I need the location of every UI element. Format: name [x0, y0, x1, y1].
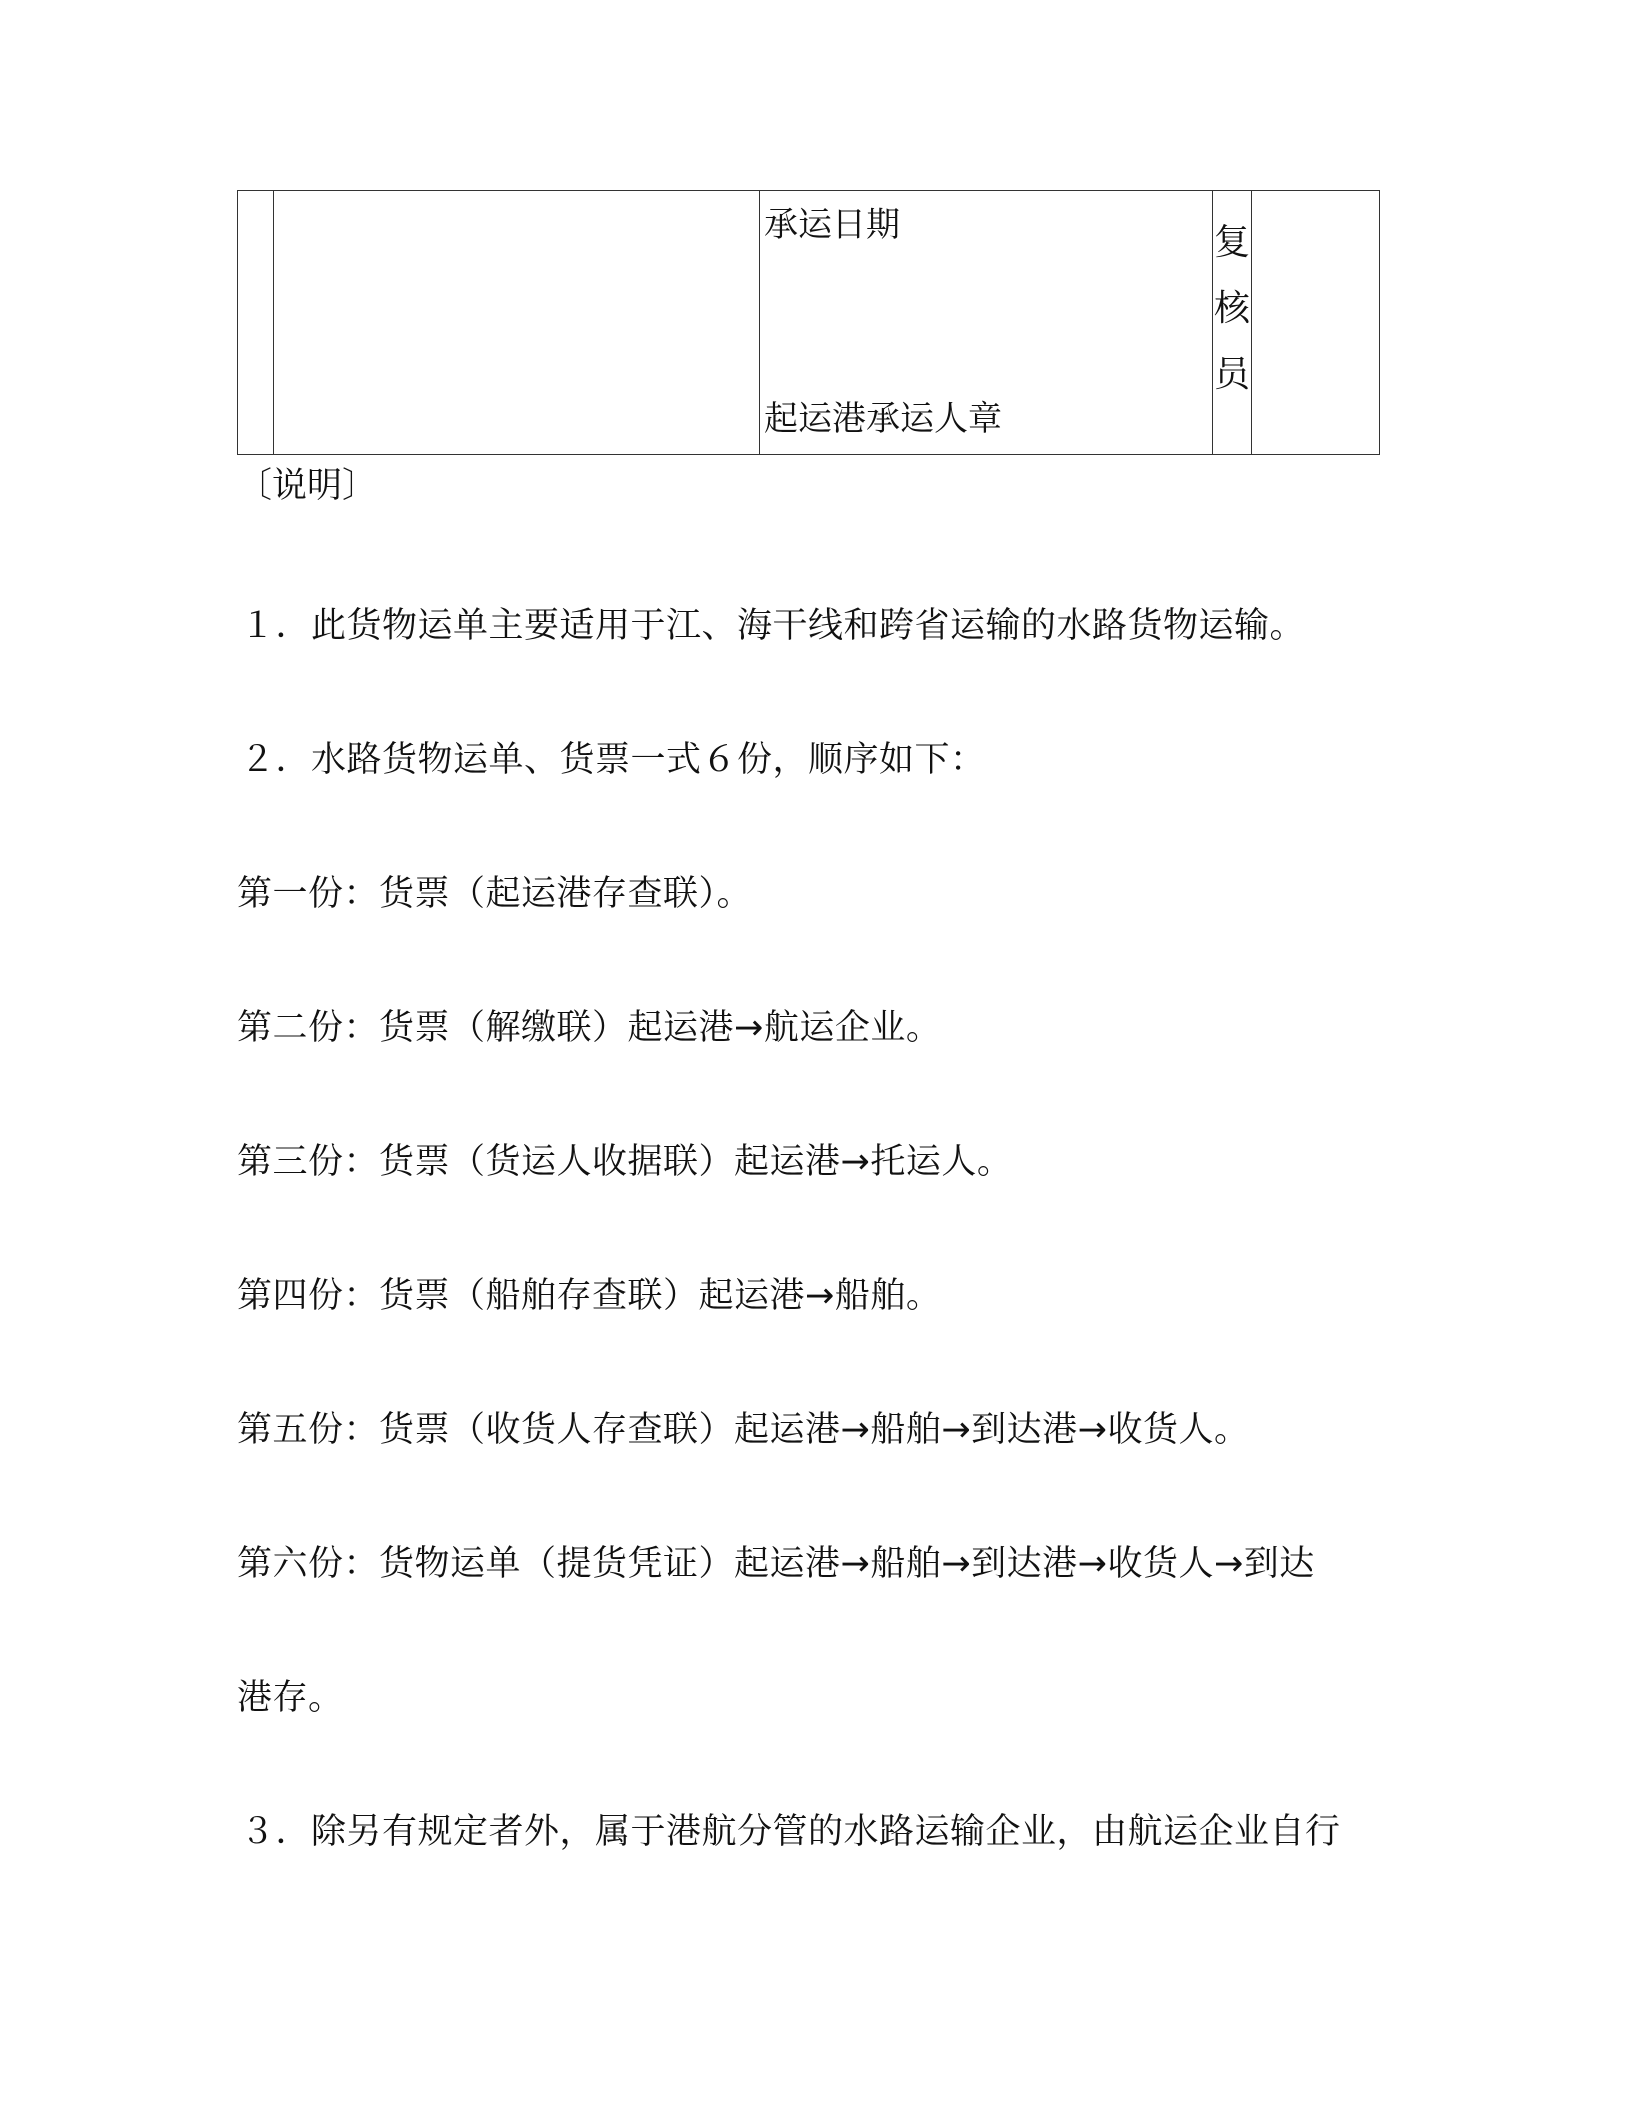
- note-item-2: ２．水路货物运单、货票一式６份，顺序如下：: [240, 740, 986, 780]
- carriage-date-label: 承运日期: [764, 205, 900, 245]
- copy-3-line: 第三份：货票（货运人收据联）起运港→托运人。: [237, 1142, 1013, 1182]
- notes-title: 〔说明〕: [237, 466, 378, 506]
- note-item-3: ３．除另有规定者外，属于港航分管的水路运输企业，由航运企业自行: [240, 1812, 1341, 1852]
- copy-6-line-continued: 港存。: [237, 1678, 344, 1718]
- reviewer-char-2: 核: [1213, 288, 1250, 329]
- table-cell-carrier: [760, 191, 1213, 455]
- reviewer-char-3: 员: [1213, 354, 1250, 395]
- copy-4-line: 第四份：货票（船舶存查联）起运港→船舶。: [237, 1276, 942, 1316]
- note-item-1: １．此货物运单主要适用于江、海干线和跨省运输的水路货物运输。: [240, 606, 1306, 646]
- waybill-form-table: [237, 190, 1380, 455]
- copy-6-line: 第六份：货物运单（提货凭证）起运港→船舶→到达港→收货人→到达: [237, 1544, 1315, 1584]
- copy-1-line: 第一份：货票（起运港存查联）。: [237, 874, 753, 914]
- table-cell-signature: [1252, 191, 1380, 455]
- copy-5-line: 第五份：货票（收货人存查联）起运港→船舶→到达港→收货人。: [237, 1410, 1250, 1450]
- table-cell-reviewer: [1213, 191, 1252, 455]
- table-cell-narrow: [238, 191, 274, 455]
- reviewer-char-1: 复: [1213, 222, 1250, 263]
- carrier-stamp-label: 起运港承运人章: [764, 399, 1002, 439]
- table-cell-blank: [274, 191, 760, 455]
- copy-2-line: 第二份：货票（解缴联）起运港→航运企业。: [237, 1008, 942, 1048]
